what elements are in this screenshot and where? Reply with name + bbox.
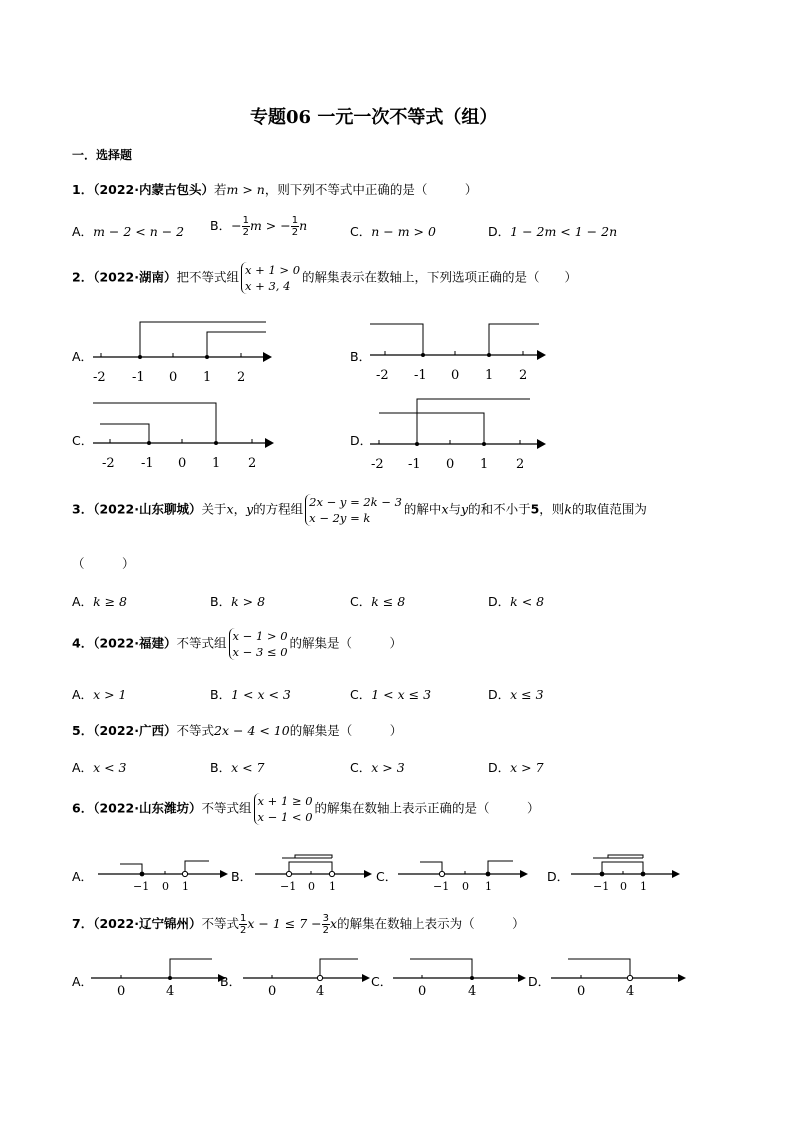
option-label: C． xyxy=(350,687,372,702)
question-6 xyxy=(72,793,540,825)
tick-label: -2 xyxy=(376,368,389,383)
q7-option-b-label[interactable]: B． xyxy=(220,974,242,989)
q1-stem-b: ，则下列不等式中正确的是（ ） xyxy=(264,182,478,197)
q3-text: ，则 xyxy=(539,501,565,517)
q6-option-d-label[interactable]: D． xyxy=(547,869,570,884)
q5-source: （2022·广西） xyxy=(93,723,177,738)
q3-text: 的取值范围为 xyxy=(571,501,647,517)
q6-numberline-a xyxy=(95,852,235,894)
q6-numberline-d xyxy=(568,850,688,894)
tick-label: 4 xyxy=(316,984,325,998)
q2-numberline-d xyxy=(365,393,555,473)
option-text: k ≥ 8 xyxy=(93,594,128,609)
q5-stem-b: 的解集是（ ） xyxy=(289,723,403,738)
q3-text: 的解中 xyxy=(403,501,442,517)
q3-text: ， xyxy=(233,501,247,517)
q3-text: 与 xyxy=(448,501,462,517)
q5-number: 5． xyxy=(72,723,94,738)
q5-option-a[interactable] xyxy=(72,758,127,776)
q3-text: 关于 xyxy=(201,501,227,517)
option-label: D． xyxy=(488,687,511,702)
q4-option-d[interactable] xyxy=(488,685,544,703)
q7-stem-b: 的解集在数轴上表示为（ ） xyxy=(337,916,525,931)
q7-option-c-label[interactable]: C． xyxy=(371,974,393,989)
tick-label: -2 xyxy=(93,370,106,385)
tick-label: 0 xyxy=(418,984,427,998)
q4-option-c[interactable] xyxy=(350,685,431,703)
option-label: B． xyxy=(210,760,232,775)
q6-option-b-label[interactable]: B． xyxy=(231,869,253,884)
q7-source: （2022·辽宁锦州） xyxy=(93,916,202,931)
var-k: k xyxy=(564,501,572,517)
q6-option-c-label[interactable]: C． xyxy=(376,869,398,884)
q2-number: 2． xyxy=(72,269,94,285)
equation-system: 2x − y = 2k − 3 x − 2y = k xyxy=(305,494,402,526)
page-title: 专题06 一元一次不等式（组） xyxy=(250,107,498,128)
q4-stem-a: 不等式组 xyxy=(176,635,227,651)
fraction: $\frac{1}{2}$ xyxy=(242,215,249,238)
option-text: k < 8 xyxy=(510,594,545,609)
q5-stem-a: 不等式 xyxy=(176,723,215,738)
q3-text: 的和不小于 xyxy=(468,501,531,517)
q7-option-d-label[interactable]: D． xyxy=(528,974,551,989)
option-text: x > 7 xyxy=(510,760,544,775)
q7-number: 7． xyxy=(72,916,94,931)
option-text: − xyxy=(231,218,242,233)
tick-label: 0 xyxy=(178,456,187,470)
q3-option-c[interactable] xyxy=(350,592,405,610)
q2-numberline-c xyxy=(88,395,278,470)
option-label: A． xyxy=(72,224,94,239)
q3-source: （2022·山东聊城） xyxy=(93,501,202,517)
option-text: m − 2 < n − 2 xyxy=(93,224,185,239)
inequality-system: x + 1 > 0 x + 3, 4 xyxy=(241,262,300,294)
option-text: m > − xyxy=(249,218,291,233)
tick-label: 0 xyxy=(451,368,460,383)
q2-option-b-label[interactable]: B． xyxy=(350,349,372,364)
q3-text: 的方程组 xyxy=(253,501,304,517)
q2-stem-b: 的解集表示在数轴上，下列选项正确的是（ ） xyxy=(302,269,578,285)
tick-label: 1 xyxy=(485,368,494,383)
tick-label: 2 xyxy=(516,457,525,472)
option-text: 1 < x < 3 xyxy=(231,687,291,702)
option-text: n xyxy=(299,218,308,233)
q6-numberline-b xyxy=(252,850,382,894)
q7-option-a-label[interactable]: A． xyxy=(72,974,94,989)
option-text: x < 3 xyxy=(93,760,127,775)
q6-number: 6． xyxy=(72,800,94,816)
option-label: C． xyxy=(350,594,372,609)
q1-option-b[interactable] xyxy=(210,215,307,238)
var-x: x xyxy=(226,501,234,517)
fraction: $\frac{1}{2}$ xyxy=(291,215,299,238)
tick-label: -1 xyxy=(141,456,154,470)
q7-expression: x xyxy=(330,916,338,931)
tick-label: 0 xyxy=(162,880,169,893)
option-label: B． xyxy=(210,594,232,609)
q1-number: 1． xyxy=(72,182,94,197)
option-text: x > 1 xyxy=(93,687,127,702)
q6-source: （2022·山东潍坊） xyxy=(93,800,202,816)
fraction: $\frac{3}{2}$ xyxy=(322,913,330,936)
q5-option-d[interactable] xyxy=(488,758,544,776)
tick-label: 1 xyxy=(182,880,189,893)
q7-numberline-d xyxy=(548,952,693,998)
option-label: A． xyxy=(72,687,94,702)
tick-label: 1 xyxy=(212,456,221,470)
tick-label: 0 xyxy=(462,880,469,893)
tick-label: −1 xyxy=(133,880,150,893)
tick-label: 4 xyxy=(626,984,635,998)
q4-number: 4． xyxy=(72,635,94,651)
option-label: B． xyxy=(210,218,232,233)
fraction: $\frac{1}{2}$ xyxy=(240,913,247,936)
q5-expression: 2x − 4 < 10 xyxy=(214,723,290,738)
tick-label: -2 xyxy=(102,456,115,470)
tick-label: −1 xyxy=(593,880,610,893)
question-1 xyxy=(72,180,477,198)
q4-option-b[interactable] xyxy=(210,685,291,703)
q2-option-c-label[interactable]: C． xyxy=(72,433,94,448)
q2-source: （2022·湖南） xyxy=(93,269,177,285)
option-label: D． xyxy=(488,224,511,239)
q7-numberline-c xyxy=(390,952,535,998)
option-label: D． xyxy=(488,594,511,609)
tick-label: -1 xyxy=(414,368,427,383)
q6-option-a-label[interactable]: A． xyxy=(72,869,94,884)
option-label: A． xyxy=(72,594,94,609)
option-text: x > 3 xyxy=(371,760,405,775)
q1-option-d[interactable] xyxy=(488,222,617,240)
tick-label: -2 xyxy=(371,457,384,472)
tick-label: 0 xyxy=(268,984,277,998)
q3-option-d[interactable] xyxy=(488,592,544,610)
q5-option-b[interactable] xyxy=(210,758,265,776)
q2-numberline-a xyxy=(88,315,278,387)
tick-label: 0 xyxy=(446,457,455,472)
question-2 xyxy=(72,262,577,294)
q7-stem-a: 不等式 xyxy=(201,916,240,931)
tick-label: 0 xyxy=(169,370,178,385)
option-text: 1 < x ≤ 3 xyxy=(371,687,432,702)
var-y: y xyxy=(246,501,254,517)
tick-label: 2 xyxy=(237,370,246,385)
section-heading: 一．选择题 xyxy=(72,148,133,162)
q1-option-a[interactable] xyxy=(72,222,184,240)
question-3 xyxy=(72,494,647,526)
q3-number-5: 5 xyxy=(530,501,540,517)
q7-expression: x − 1 ≤ 7 − xyxy=(247,916,322,931)
q3-answer-paren: （ ） xyxy=(72,556,135,571)
tick-label: 1 xyxy=(203,370,212,385)
tick-label: 4 xyxy=(166,984,175,998)
tick-label: −1 xyxy=(433,880,450,893)
option-label: C． xyxy=(350,224,372,239)
tick-label: 0 xyxy=(577,984,586,998)
q4-option-a[interactable] xyxy=(72,685,127,703)
option-label: C． xyxy=(350,760,372,775)
q6-stem-a: 不等式组 xyxy=(201,800,252,816)
tick-label: 2 xyxy=(248,456,257,470)
q1-source: （2022·内蒙古包头） xyxy=(93,182,214,197)
var-x: x xyxy=(441,501,449,517)
q2-numberline-b xyxy=(365,315,555,387)
q4-stem-b: 的解集是（ ） xyxy=(289,635,403,651)
q2-option-a-label[interactable]: A． xyxy=(72,349,94,364)
option-text: k ≤ 8 xyxy=(371,594,406,609)
q6-stem-b: 的解集在数轴上表示正确的是（ ） xyxy=(314,800,540,816)
question-4 xyxy=(72,628,402,660)
q2-stem-a: 把不等式组 xyxy=(176,269,240,285)
question-7 xyxy=(72,913,525,936)
tick-label: -1 xyxy=(408,457,421,472)
option-label: A． xyxy=(72,760,94,775)
q4-source: （2022·福建） xyxy=(93,635,177,651)
var-y: y xyxy=(461,501,469,517)
option-label: B． xyxy=(210,687,232,702)
q3-number: 3． xyxy=(72,501,94,517)
q6-numberline-c xyxy=(395,852,535,894)
tick-label: -1 xyxy=(132,370,145,385)
option-label: D． xyxy=(488,760,511,775)
tick-label: 0 xyxy=(308,880,315,893)
q1-option-c[interactable] xyxy=(350,222,436,240)
option-text: x ≤ 3 xyxy=(510,687,544,702)
option-text: 1 − 2m < 1 − 2n xyxy=(510,224,618,239)
q1-condition: m > n xyxy=(226,182,265,197)
q7-numberline-a xyxy=(88,952,236,998)
tick-label: 1 xyxy=(640,880,647,893)
tick-label: 1 xyxy=(485,880,492,893)
q3-option-a[interactable] xyxy=(72,592,127,610)
option-text: x < 7 xyxy=(231,760,265,775)
tick-label: 4 xyxy=(468,984,477,998)
inequality-system: x − 1 > 0 x − 3 ≤ 0 xyxy=(229,628,288,660)
tick-label: 2 xyxy=(519,368,528,383)
q5-option-c[interactable] xyxy=(350,758,405,776)
tick-label: 1 xyxy=(480,457,489,472)
tick-label: 0 xyxy=(117,984,126,998)
q7-numberline-b xyxy=(240,952,380,998)
option-text: k > 8 xyxy=(231,594,266,609)
inequality-system: x + 1 ≥ 0 x − 1 < 0 xyxy=(254,793,313,825)
question-5 xyxy=(72,721,402,739)
q1-stem-a: 若 xyxy=(214,182,227,197)
tick-label: −1 xyxy=(280,880,297,893)
q2-option-d-label[interactable]: D． xyxy=(350,433,373,448)
q3-option-b[interactable] xyxy=(210,592,265,610)
tick-label: 1 xyxy=(329,880,336,893)
tick-label: 0 xyxy=(620,880,627,893)
option-text: n − m > 0 xyxy=(371,224,436,239)
